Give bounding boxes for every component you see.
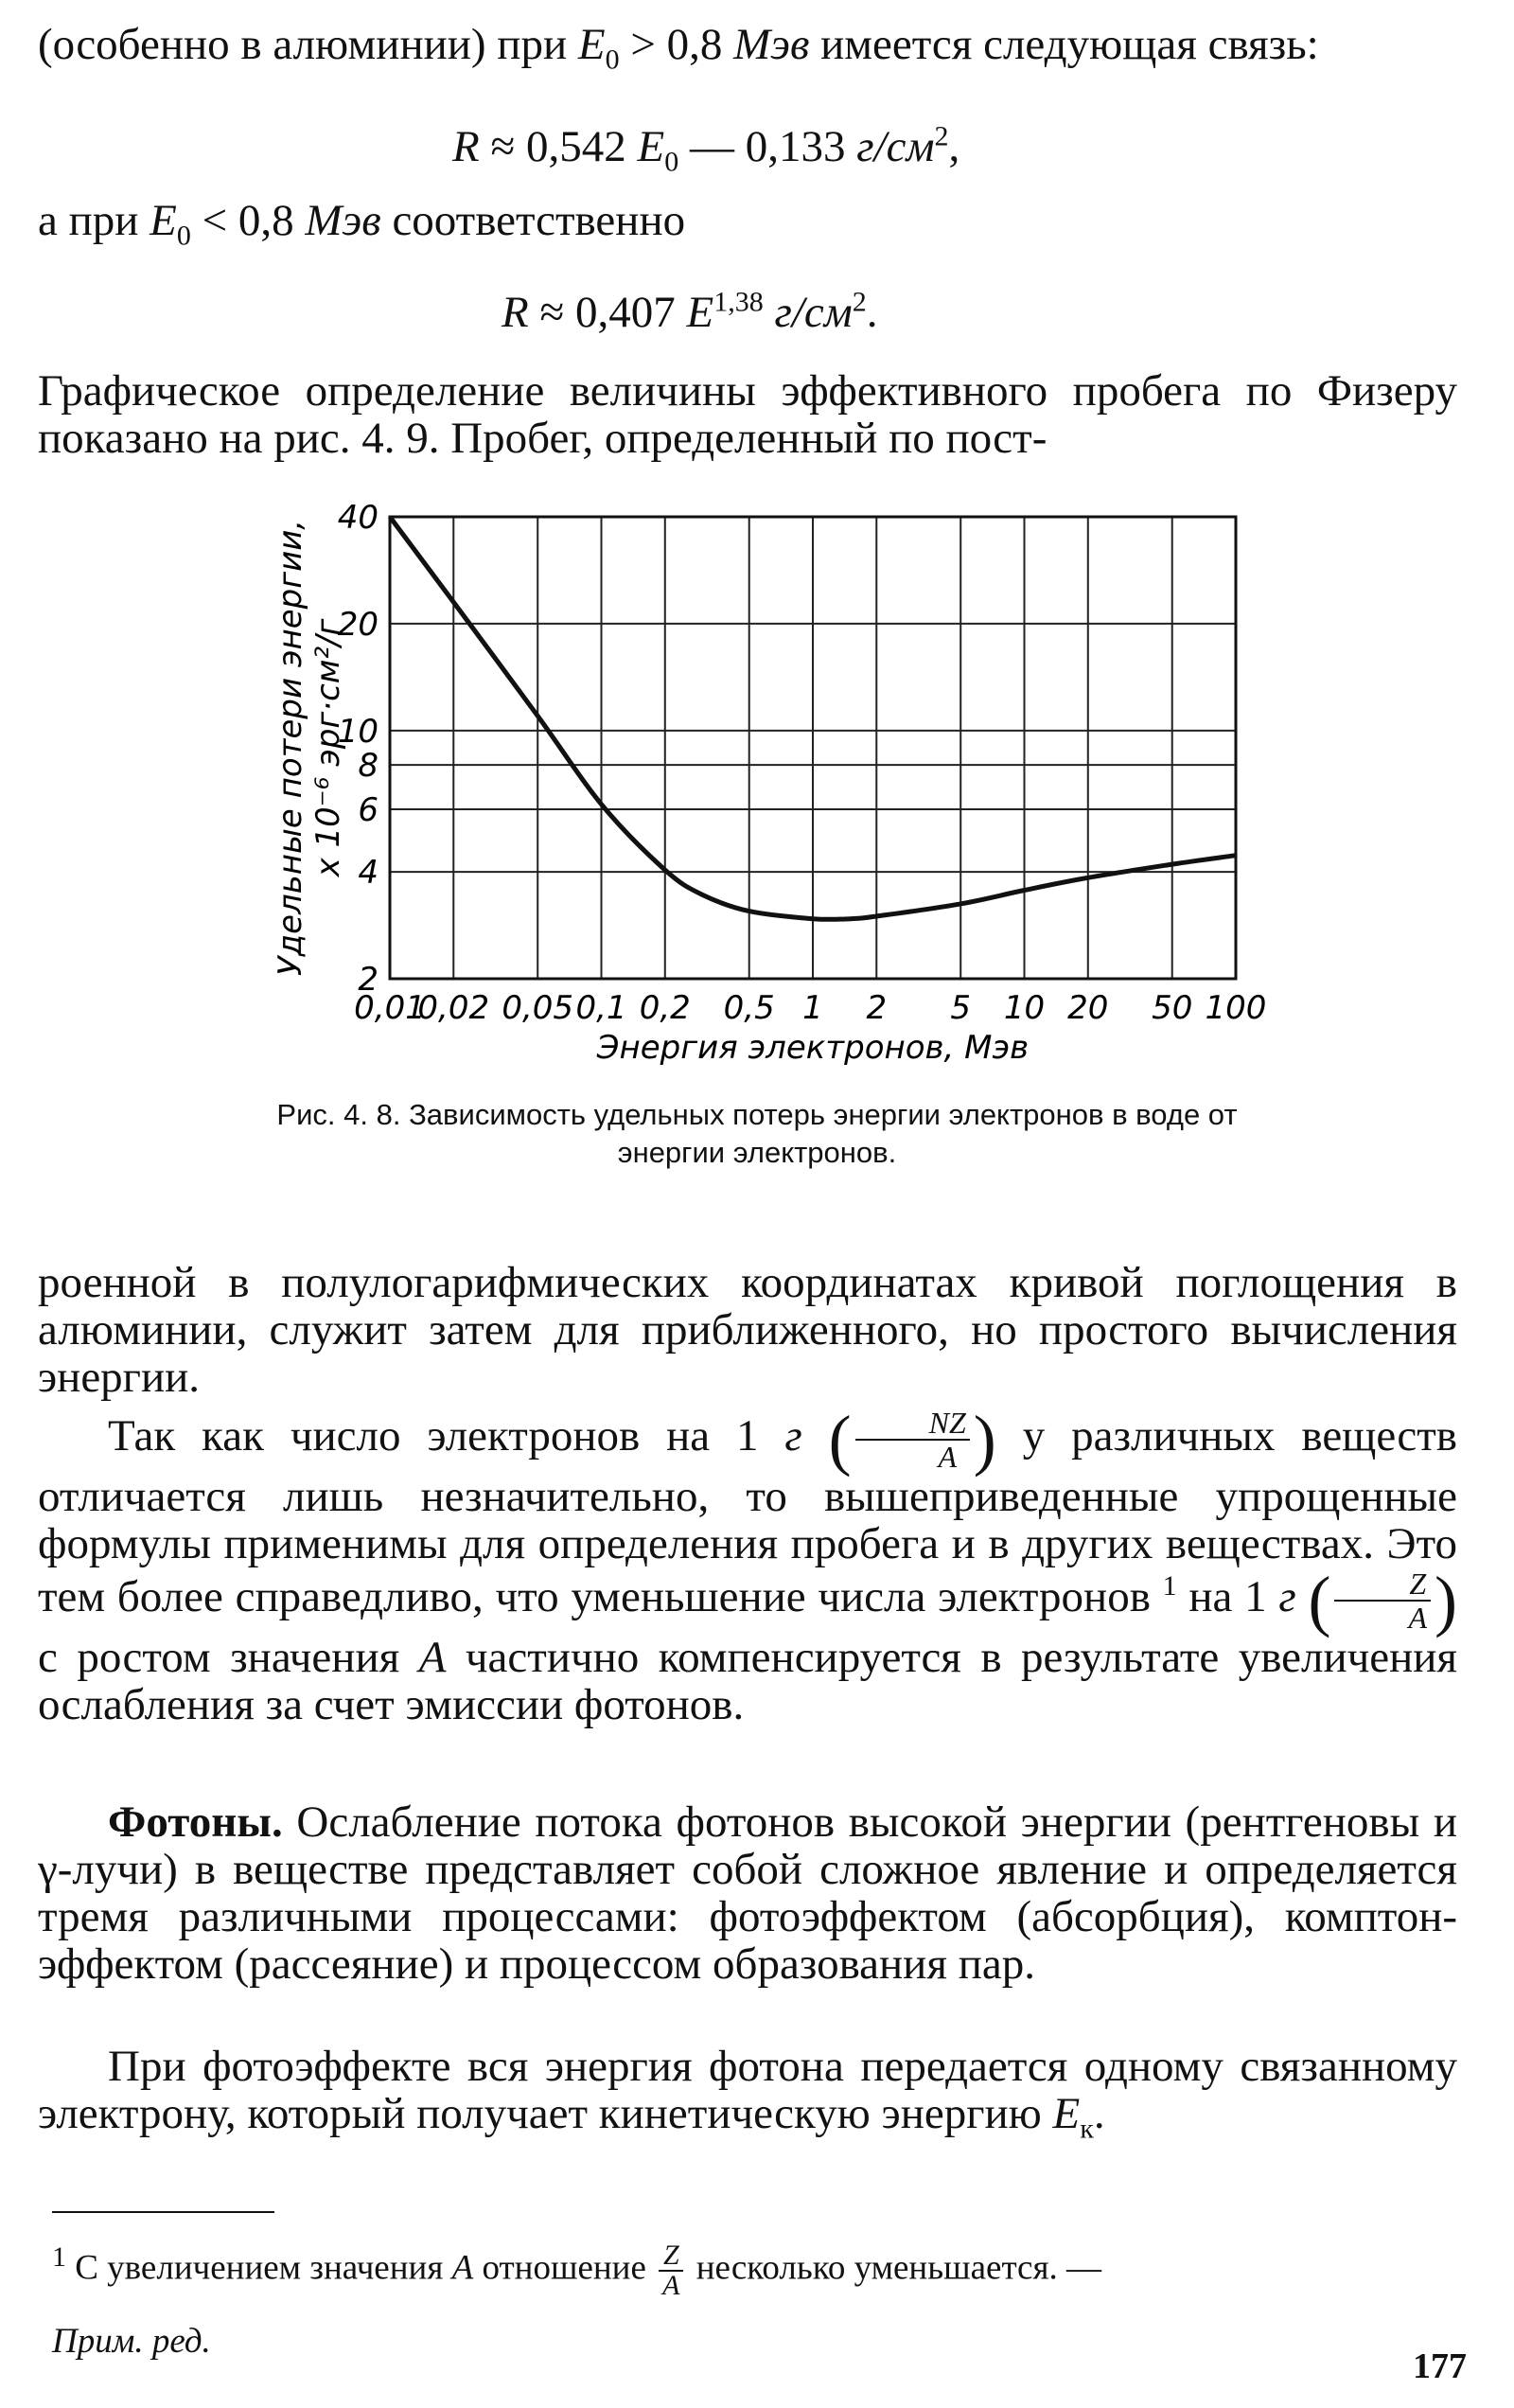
- footnote-frac-den: A: [662, 2270, 680, 2301]
- paragraph-photons: [38, 1798, 1457, 1988]
- text-condition-lead: а при: [38, 196, 139, 245]
- formula-1-e-sub: 0: [664, 146, 679, 178]
- var-e0-b-sub: 0: [176, 220, 191, 252]
- x-tick-label: 5: [950, 989, 972, 1027]
- footnote-text-c: несколько уменьшается. —: [695, 2248, 1102, 2288]
- p2-unit-g-2: г: [1278, 1571, 1296, 1621]
- formula-1-unit: г/см: [856, 122, 935, 171]
- p2-unit-g: г: [784, 1410, 802, 1461]
- paragraph-2: [38, 1402, 1458, 1729]
- paragraph-1: роенной в полулогарифмических координатах кривой поглощения в алюминии, служит затем для приближенного, но простого вычисления энергии.: [38, 1258, 1457, 1402]
- chart-grid: [390, 517, 1236, 979]
- unit-mev-b: Мэв: [305, 196, 381, 245]
- p2-var-a: A: [418, 1633, 447, 1682]
- x-tick-label: 20: [1067, 989, 1109, 1027]
- fraction-z-a: [1334, 1567, 1431, 1634]
- heading-photons: Фотоны.: [108, 1797, 283, 1847]
- var-e0-sub: 0: [605, 44, 620, 76]
- var-e0: E: [577, 20, 606, 69]
- p4-text: При фотоэффекте вся энергия фотона передается одному связанному электрону, который получает кинетическую энергию: [38, 2042, 1457, 2138]
- formula-2-r: R: [502, 288, 529, 337]
- x-tick-label: 0,02: [417, 989, 490, 1027]
- x-tick-label: 50: [1152, 989, 1193, 1027]
- text-condition-tail: соответственно: [392, 196, 686, 245]
- footnote-text-a: С увеличением значения: [75, 2248, 444, 2288]
- var-e0-b: E: [150, 196, 177, 245]
- unit-mev: Мэв: [733, 20, 810, 69]
- page-number: 177: [1413, 2346, 1467, 2386]
- x-tick-label: 0,2: [639, 989, 691, 1027]
- x-tick-label: 0,5: [723, 989, 775, 1027]
- text-condition-cond: < 0,8: [202, 196, 294, 245]
- p2-text-a: Так как число электронов на 1: [108, 1410, 759, 1461]
- y-tick-label: 2: [358, 961, 378, 999]
- figure-caption: Рис. 4. 8. Зависимость удельных потерь энергии электронов в воде от энергии электронов.: [276, 1098, 1238, 1169]
- text-intro-a: (особенно в алюминии) при: [38, 20, 568, 69]
- paragraph-photoeffect: [38, 2042, 1457, 2145]
- footnote-rule: [52, 2211, 274, 2213]
- y-tick-label: 20: [337, 605, 378, 644]
- formula-2-unit: г/см: [774, 288, 853, 337]
- chart-tick-labels: [338, 499, 1267, 1027]
- y-tick-label: 6: [358, 791, 378, 830]
- p2-paren-open: (: [828, 1402, 852, 1478]
- text-intro-cond: > 0,8: [630, 20, 723, 69]
- footnote-text-b: отношение: [482, 2248, 646, 2288]
- x-tick-label: 100: [1205, 989, 1267, 1027]
- formula-1-end: ,: [948, 122, 960, 171]
- paragraph-fiser: Графическое определение величины эффективного пробега по Физеру показано на рис. 4. 9. Пробег, определенный по пост-: [38, 366, 1457, 463]
- x-tick-label: 0,01: [354, 989, 426, 1027]
- p2-paren2-open: (: [1308, 1563, 1331, 1638]
- formula-1-e: E: [637, 122, 665, 171]
- x-axis-label: Энергия электронов, Мэв: [596, 1029, 1030, 1067]
- fraction-nz-a: [855, 1407, 970, 1473]
- formula-2-e-sup: 1,38: [713, 286, 764, 318]
- fraction-nz-den: A: [938, 1440, 957, 1474]
- footnote-var-a: A: [451, 2248, 474, 2288]
- fraction-z-num: Z: [1334, 1567, 1431, 1602]
- y-tick-label: 40: [337, 499, 378, 537]
- y-axis-label-2: x 10⁻⁶ эрг·см²/г: [309, 618, 347, 877]
- y-tick-label: 8: [358, 747, 378, 786]
- formula-1-rest: — 0,133: [689, 122, 846, 171]
- y-tick-label: 4: [358, 854, 378, 893]
- y-axis-label-1: Удельные потери энергии,: [272, 519, 309, 977]
- var-ek-sub: к: [1080, 2113, 1094, 2145]
- y-tick-label: 10: [337, 712, 378, 751]
- fraction-z-den: A: [1408, 1601, 1428, 1635]
- footnote-mark: 1: [1162, 1570, 1177, 1602]
- p4-end: .: [1093, 2089, 1105, 2138]
- formula-2-unit-sup: 2: [852, 286, 867, 318]
- formula-1-unit-sup: 2: [934, 120, 949, 152]
- x-tick-label: 2: [866, 989, 888, 1027]
- x-tick-label: 0,05: [502, 989, 574, 1027]
- energy-loss-chart: [0, 0, 1514, 1098]
- formula-1-r: R: [452, 122, 480, 171]
- p2-text-e: частично компенсируется в результате увеличения ослабления за счет эмиссии фотонов.: [38, 1633, 1458, 1729]
- footnote: [52, 2241, 1462, 2300]
- footnote-fraction: [659, 2241, 683, 2300]
- x-tick-label: 0,1: [575, 989, 627, 1027]
- footnote-editor-note: Прим. ред.: [52, 2322, 211, 2361]
- p2-paren2-close: ): [1435, 1563, 1458, 1638]
- p2-text-d: с ростом значения: [38, 1633, 400, 1682]
- p2-text-c: на 1: [1188, 1571, 1267, 1621]
- footnote-number: 1: [52, 2241, 66, 2274]
- text-intro-b: имеется следующая связь:: [820, 20, 1319, 69]
- formula-2-e: E: [686, 288, 714, 337]
- var-ek: E: [1052, 2089, 1081, 2138]
- x-tick-label: 1: [802, 989, 823, 1027]
- p2-paren-close: ): [973, 1402, 996, 1478]
- p3-text: Ослабление потока фотонов высокой энергии (рентгеновы и γ-лучи) в веществе представляет собой сложное явление и определяется тремя различными процессами: фотоэффектом (абсорбция), комптон-эффектом (рассеяние) и процессом образования пар.: [38, 1797, 1458, 1989]
- fraction-nz-num: NZ: [855, 1407, 970, 1441]
- formula-2-coef: ≈ 0,407: [539, 288, 676, 337]
- formula-2-end: .: [866, 288, 878, 337]
- x-tick-label: 10: [1003, 989, 1046, 1027]
- p2-text-b: у различных веществ отличается лишь незначительно, то вышеприведенные упрощенные формулы применимы для определения пробега и в других веществах. Это тем более справедливо, что уменьшение числа электронов: [38, 1410, 1457, 1621]
- footnote-frac-num: Z: [659, 2241, 683, 2272]
- formula-1-coef: ≈ 0,542: [490, 122, 626, 171]
